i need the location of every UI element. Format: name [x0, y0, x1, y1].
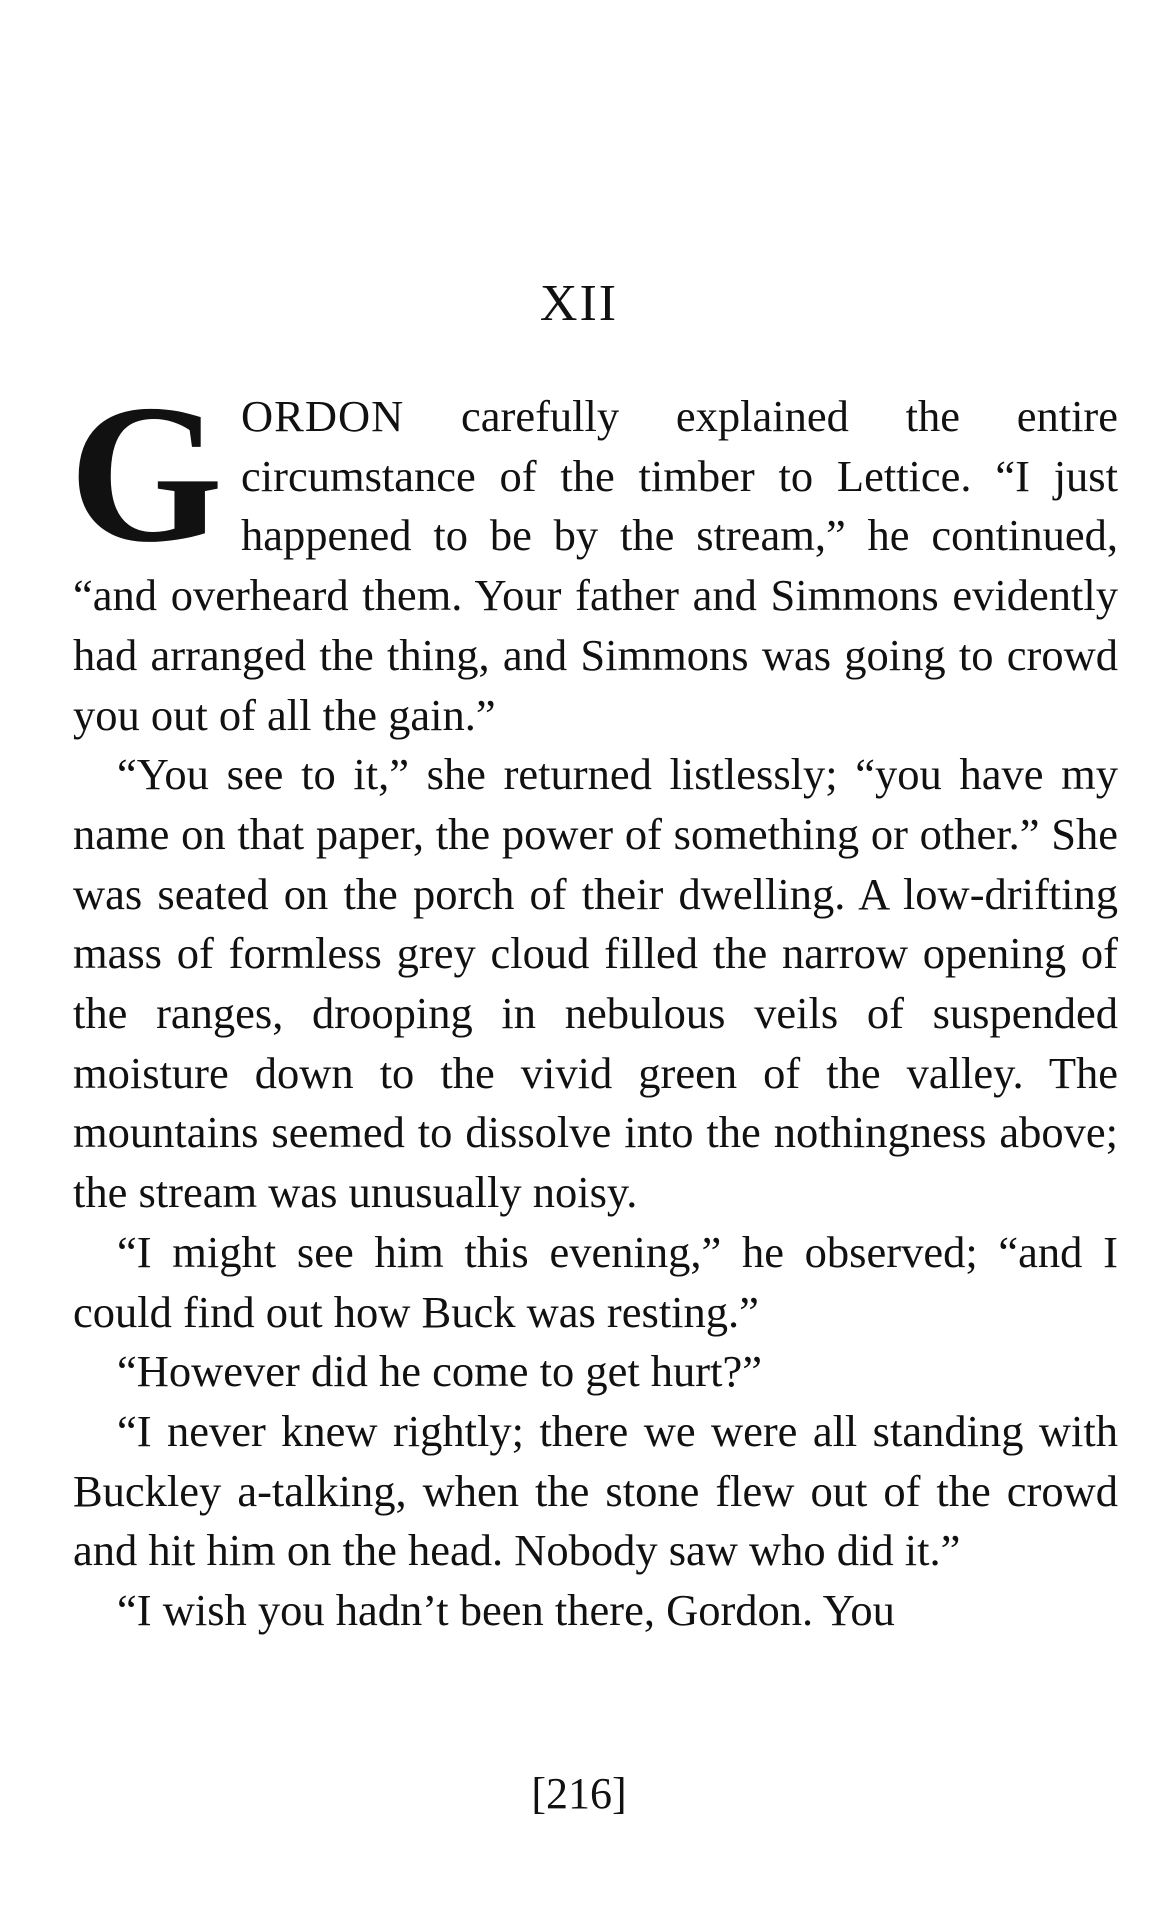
paragraph-6: “I wish you hadn’t been there, Gordon. You [117, 1585, 895, 1636]
paragraph-2: “You see to it,” she returned listlessly; “you have my name on that paper, the power of something or other.” She was seated on the porch of their dwelling. A low-drifting mass of formless grey cloud filled the narrow opening of the ranges, drooping in nebulous veils of suspended moisture down to the vivid green of the valley. The mountains seemed to dissolve into the nothingness above; the stream was unusually noisy. [73, 749, 1118, 1218]
paragraph-3: “I might see him this evening,” he observed; “and I could find out how Buck was resting.” [73, 1226, 1118, 1337]
page-number: [216] [531, 1769, 627, 1818]
chapter-heading: XII [539, 275, 619, 332]
drop-cap: G [69, 364, 224, 583]
paragraph-lead: ORDON [241, 391, 405, 441]
paragraph-5: “I never knew rightly; there we were all standing with Buckley a-talking, when the stone flew out of the crowd and hit him on the head. Nobody saw who did it.” [73, 1405, 1118, 1576]
body-text [69, 364, 1118, 1641]
paragraph-text: carefully explained the entire circumstance of the timber to Lettice. “I just happened to be by the stream,” he continued, “and overheard them. Your father and Simmons evidently had arranged the thing, and Simmons was going to crowd you out of all the gain.” [73, 391, 1118, 740]
paragraph-4: “However did he come to get hurt?” [117, 1346, 762, 1397]
paragraph-1 [69, 364, 1118, 745]
